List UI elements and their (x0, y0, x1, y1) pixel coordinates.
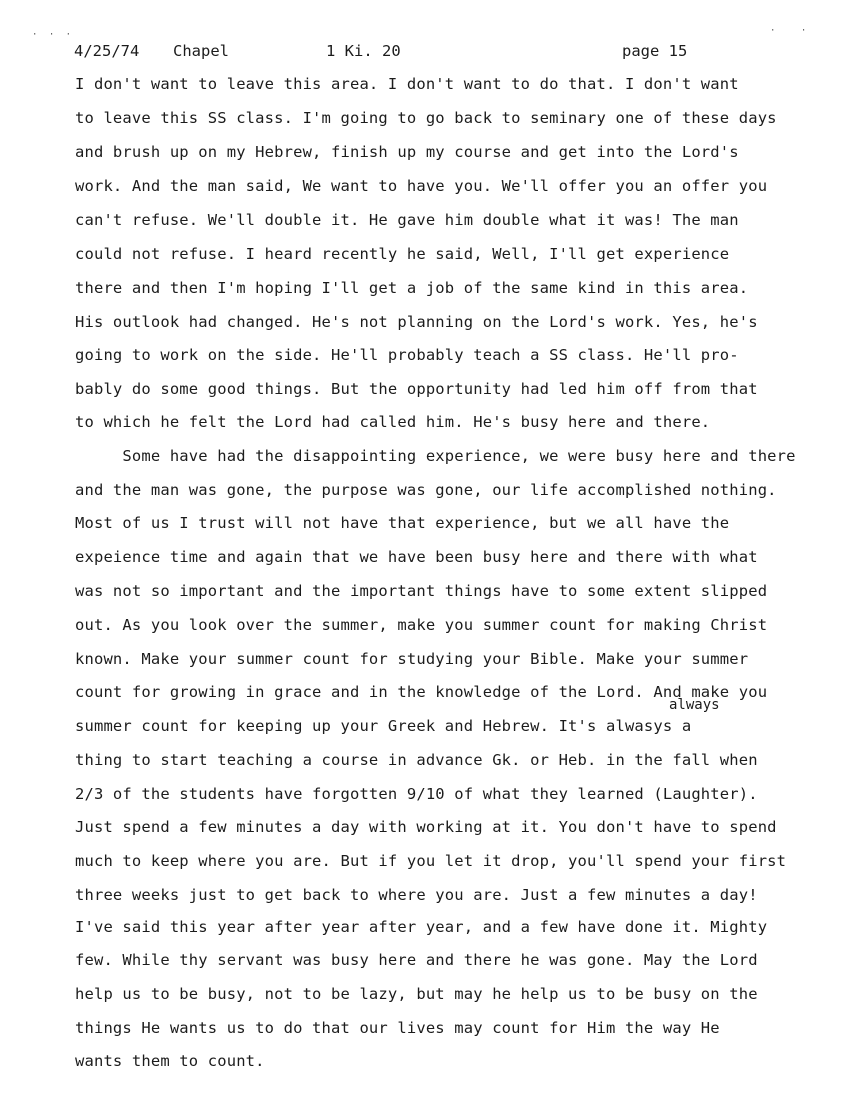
body-line: and the man was gone, the purpose was gone, our life accomplished nothing. (75, 481, 777, 499)
body-line: three weeks just to get back to where you are. Just a few minutes a day! (75, 886, 758, 904)
body-line: Some have had the disappointing experience, we were busy here and there (75, 447, 796, 465)
header-occasion: Chapel (173, 42, 229, 60)
body-line: bably do some good things. But the opportunity had led him off from that (75, 380, 758, 398)
interlinear-correction: always (669, 697, 720, 713)
body-line: thing to start teaching a course in advance Gk. or Heb. in the fall when (75, 751, 758, 769)
body-line: wants them to count. (75, 1052, 265, 1070)
body-line: could not refuse. I heard recently he said, Well, I'll get experience (75, 245, 730, 263)
body-line: can't refuse. We'll double it. He gave him double what it was! The man (75, 211, 739, 229)
body-line: help us to be busy, not to be lazy, but may he help us to be busy on the (75, 985, 758, 1003)
body-line: to leave this SS class. I'm going to go back to seminary one of these days (75, 109, 777, 127)
body-line: things He wants us to do that our lives may count for Him the way He (75, 1019, 720, 1037)
body-line: Just spend a few minutes a day with working at it. You don't have to spend (75, 818, 777, 836)
body-line: I don't want to leave this area. I don't want to do that. I don't want (75, 75, 739, 93)
paper-speck-marks-right: · · (770, 26, 817, 36)
body-line: few. While thy servant was busy here and there he was gone. May the Lord (75, 951, 758, 969)
body-line: summer count for keeping up your Greek and Hebrew. It's alwasys a (75, 717, 692, 735)
body-line: much to keep where you are. But if you let it drop, you'll spend your first (75, 852, 787, 870)
body-line: to which he felt the Lord had called him. He's busy here and there. (75, 413, 711, 431)
body-line: 2/3 of the students have forgotten 9/10 of what they learned (Laughter). (75, 785, 758, 803)
body-line: work. And the man said, We want to have you. We'll offer you an offer you (75, 177, 768, 195)
body-line: out. As you look over the summer, make you summer count for making Christ (75, 616, 768, 634)
body-line: known. Make your summer count for studying your Bible. Make your summer (75, 650, 749, 668)
body-line: was not so important and the important things have to some extent slipped (75, 582, 768, 600)
page-header (0, 42, 854, 64)
paper-speck-marks: · · · (32, 30, 75, 40)
body-line: count for growing in grace and in the knowledge of the Lord. And make you (75, 683, 768, 701)
header-date: 4/25/74 (74, 42, 140, 60)
body-line: there and then I'm hoping I'll get a job of the same kind in this area. (75, 279, 749, 297)
body-line: and brush up on my Hebrew, finish up my course and get into the Lord's (75, 143, 739, 161)
header-scripture-reference: 1 Ki. 20 (326, 42, 401, 60)
body-line: Most of us I trust will not have that experience, but we all have the (75, 514, 730, 532)
body-line: His outlook had changed. He's not planning on the Lord's work. Yes, he's (75, 313, 758, 331)
header-page-number: page 15 (622, 42, 688, 60)
body-line: going to work on the side. He'll probably teach a SS class. He'll pro- (75, 346, 739, 364)
body-line: I've said this year after year after year, and a few have done it. Mighty (75, 918, 768, 936)
body-line: expeience time and again that we have been busy here and there with what (75, 548, 758, 566)
